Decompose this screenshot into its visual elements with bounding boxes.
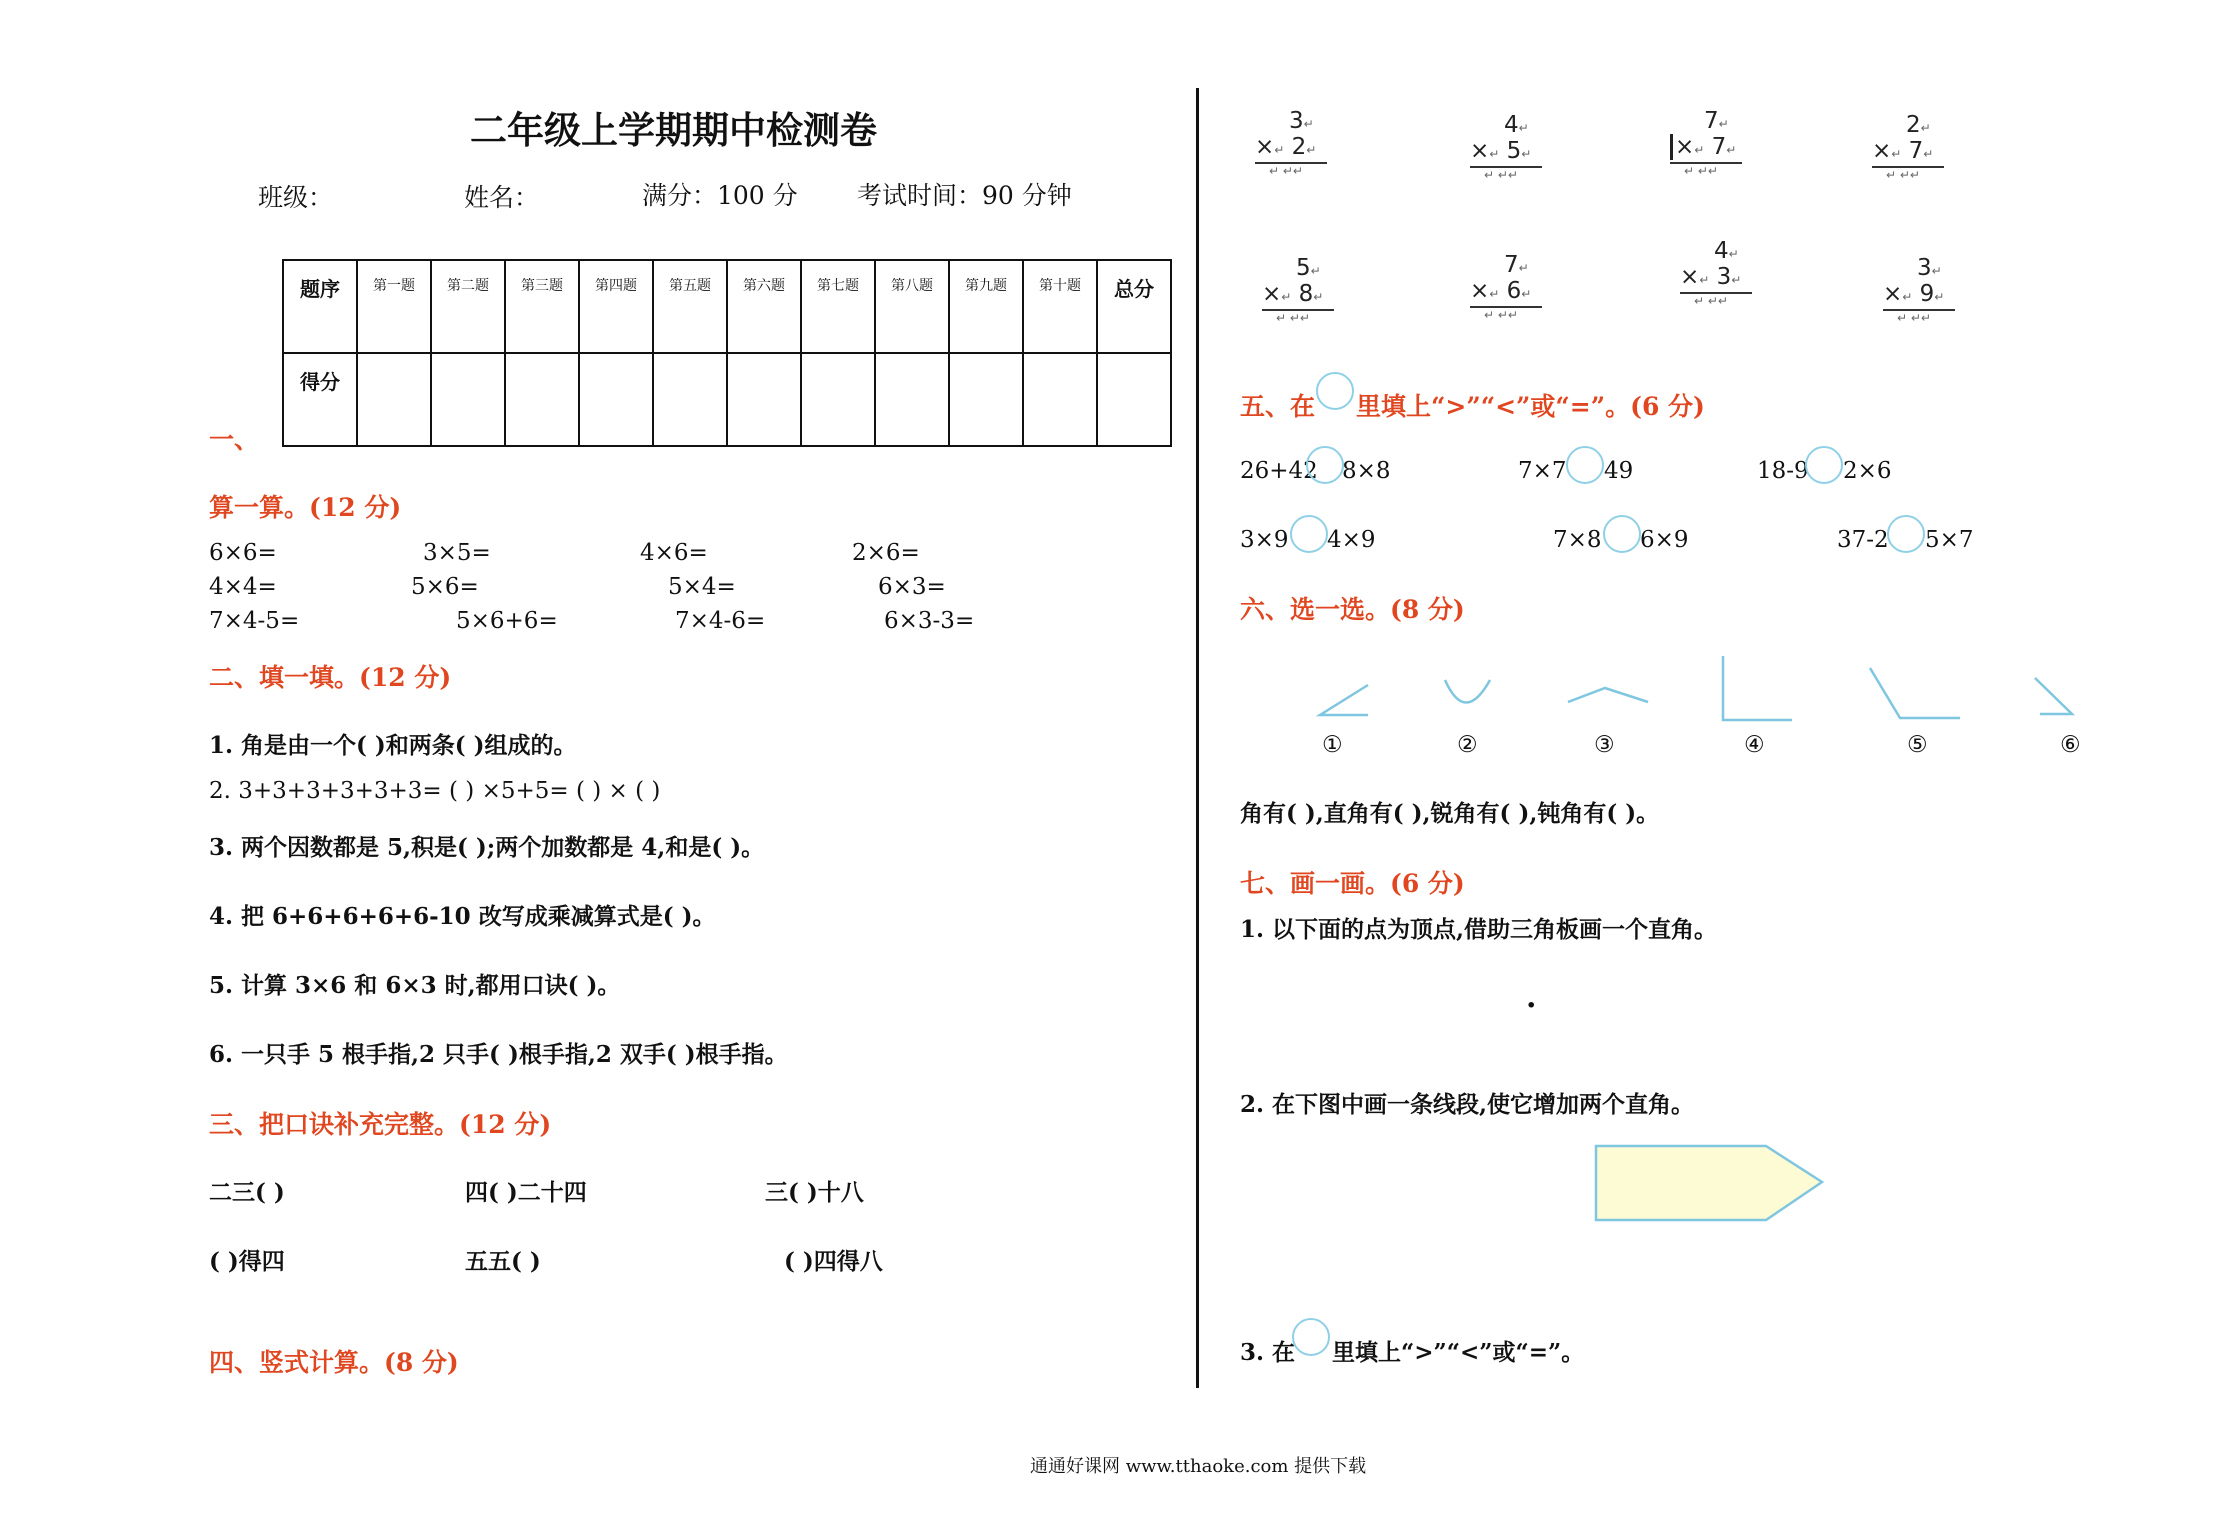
table-cell: 第十题 [1023, 260, 1097, 353]
section1-title: 算一算。(12 分) [209, 493, 402, 522]
table-cell: 得分 [283, 353, 357, 446]
return-mark: ↵ [1521, 287, 1532, 301]
table-cell: 第三题 [505, 260, 579, 353]
calc-item: 6×6= [209, 540, 277, 566]
times-sign: × [1470, 138, 1490, 164]
section2-title: 二、填一填。(12 分) [209, 663, 452, 692]
table-cell: 题序 [283, 260, 357, 353]
times-sign: × [1675, 134, 1695, 160]
vertical-problem [1670, 108, 1742, 178]
return-marks: ↵ ↵↵ [1694, 294, 1728, 308]
calc-item: 4×4= [209, 574, 277, 600]
compare-right: 6×9 [1640, 527, 1689, 553]
return-mark: ↵ [1718, 117, 1729, 131]
vertical-problem [1470, 252, 1542, 322]
table-cell: 第四题 [579, 260, 653, 353]
return-mark: ↵ [1306, 143, 1317, 157]
table-cell: 第五题 [653, 260, 727, 353]
score-input-cell[interactable] [431, 353, 505, 446]
score-input-cell[interactable] [727, 353, 801, 446]
compare-circle[interactable] [1805, 446, 1843, 484]
times-sign: × [1680, 264, 1700, 290]
calc-item: 6×3-3= [884, 608, 975, 634]
calc-item: 7×4-5= [209, 608, 300, 634]
vertical-operand-b: 8 [1298, 281, 1314, 307]
angle-label: ③ [1594, 732, 1615, 758]
return-marks: ↵ ↵↵ [1484, 308, 1518, 322]
calc-item: 4×6= [640, 540, 708, 566]
fill-question-6: 6. 一只手 5 根手指,2 只手( )根手指,2 双手( )根手指。 [209, 1041, 788, 1068]
vertical-operand-b: 7 [1711, 134, 1727, 160]
times-sign: × [1262, 281, 1282, 307]
score-input-cell[interactable] [801, 353, 875, 446]
return-mark: ↵ [1920, 121, 1931, 135]
return-mark: ↵ [1694, 143, 1705, 157]
score-input-cell[interactable] [949, 353, 1023, 446]
score-input-cell[interactable] [357, 353, 431, 446]
angle-figures [1300, 650, 2180, 760]
vertical-operand-b: 7 [1908, 138, 1924, 164]
vertical-problem [1872, 112, 1944, 182]
score-table [282, 259, 1172, 447]
return-mark: ↵ [1902, 290, 1913, 304]
return-mark: ↵ [1281, 290, 1292, 304]
compare-left: 7×8 [1553, 527, 1602, 553]
return-mark: ↵ [1313, 290, 1324, 304]
table-cell: 第七题 [801, 260, 875, 353]
score-input-cell[interactable] [1097, 353, 1171, 446]
compare-left: 37-2 [1837, 527, 1889, 553]
compare-right: 5×7 [1925, 527, 1974, 553]
draw-question-2: 2. 在下图中画一条线段,使它增加两个直角。 [1240, 1091, 1695, 1118]
rhyme-item: 四( )二十四 [465, 1179, 587, 1206]
fill-question-4: 4. 把 6+6+6+6+6-10 改写成乘减算式是( )。 [209, 903, 716, 930]
return-marks: ↵ ↵↵ [1684, 164, 1718, 178]
return-mark: ↵ [1891, 147, 1902, 161]
draw-question-3-b: 里填上“>”“<”或“=”。 [1332, 1339, 1585, 1366]
angle-label: ② [1457, 732, 1478, 758]
angle-figure-6 [2035, 678, 2072, 714]
rhyme-item: 二三( ) [209, 1179, 285, 1206]
return-marks: ↵ ↵↵ [1484, 168, 1518, 182]
calc-item: 5×6+6= [456, 608, 558, 634]
return-mark: ↵ [1726, 143, 1737, 157]
angle-figure-3 [1568, 688, 1648, 702]
compare-right: 49 [1604, 458, 1634, 484]
vertical-operand-a: 5 [1296, 255, 1311, 281]
vertical-operand-a: 2 [1906, 112, 1921, 138]
calc-item: 5×6= [411, 574, 479, 600]
score-input-cell[interactable] [1023, 353, 1097, 446]
fill-question-1: 1. 角是由一个( )和两条( )组成的。 [209, 732, 577, 759]
return-mark: ↵ [1518, 261, 1529, 275]
class-label: 班级： [258, 183, 334, 212]
table-cell: 第六题 [727, 260, 801, 353]
score-table-header-row [283, 260, 1171, 353]
compare-right: 2×6 [1843, 458, 1892, 484]
section1-marker: 一、 [209, 425, 260, 454]
score-table-score-row [283, 353, 1171, 446]
compare-left: 7×7 [1518, 458, 1567, 484]
compare-circle[interactable] [1306, 446, 1344, 484]
angle-label: ⑥ [2060, 732, 2081, 758]
return-marks: ↵ ↵↵ [1886, 168, 1920, 182]
compare-left: 26+42 [1240, 458, 1318, 484]
vertical-operand-a: 3 [1917, 255, 1932, 281]
angle-answer: 角有( ),直角有( ),锐角有( ),钝角有( )。 [1240, 800, 1660, 827]
table-cell: 第八题 [875, 260, 949, 353]
vertical-operand-a: 4 [1714, 238, 1729, 264]
vertical-operand-b: 9 [1919, 281, 1935, 307]
compare-circle[interactable] [1290, 515, 1328, 553]
return-mark: ↵ [1934, 290, 1945, 304]
return-mark: ↵ [1731, 273, 1742, 287]
angle-label: ① [1322, 732, 1343, 758]
vertical-operand-b: 5 [1506, 138, 1522, 164]
section4-title: 四、竖式计算。(8 分) [209, 1348, 459, 1377]
pentagon-shape [1594, 1144, 1834, 1224]
times-sign: × [1470, 278, 1490, 304]
section5-title-b: 里填上“>”“<”或“=”。(6 分) [1356, 392, 1705, 421]
return-mark: ↵ [1303, 117, 1314, 131]
vertical-problem [1680, 238, 1752, 308]
column-divider [1196, 88, 1199, 1388]
return-mark: ↵ [1521, 147, 1532, 161]
fill-question-5: 5. 计算 3×6 和 6×3 时,都用口诀( )。 [209, 972, 621, 999]
vertical-operand-b: 6 [1506, 278, 1522, 304]
vertical-operand-a: 7 [1504, 252, 1519, 278]
draw-question-1: 1. 以下面的点为顶点,借助三角板画一个直角。 [1240, 916, 1718, 943]
return-mark: ↵ [1274, 143, 1285, 157]
return-marks: ↵ ↵↵ [1276, 311, 1310, 325]
compare-circle[interactable] [1887, 515, 1925, 553]
angle-figure-4 [1723, 656, 1792, 720]
angle-label: ④ [1744, 732, 1765, 758]
compare-right: 8×8 [1342, 458, 1391, 484]
return-mark: ↵ [1699, 273, 1710, 287]
return-mark: ↵ [1931, 264, 1942, 278]
vertical-problem [1883, 255, 1955, 325]
table-cell: 第九题 [949, 260, 1023, 353]
compare-left: 3×9 [1240, 527, 1289, 553]
return-mark: ↵ [1310, 264, 1321, 278]
draw-question-3-a: 3. 在 [1240, 1339, 1296, 1366]
vertical-problem [1470, 112, 1542, 182]
calc-item: 2×6= [852, 540, 920, 566]
section5-title-a: 五、在 [1240, 392, 1316, 421]
rhyme-item: ( )四得八 [784, 1248, 883, 1275]
compare-circle [1292, 1318, 1330, 1356]
vertical-operand-a: 7 [1704, 108, 1719, 134]
times-sign: × [1883, 281, 1903, 307]
vertex-dot: · [1526, 988, 1537, 1023]
score-input-cell[interactable] [653, 353, 727, 446]
compare-circle[interactable] [1566, 446, 1604, 484]
rhyme-item: 五五( ) [465, 1248, 541, 1275]
return-mark: ↵ [1489, 147, 1500, 161]
rhyme-item: ( )得四 [209, 1248, 285, 1275]
vertical-problem [1255, 108, 1327, 178]
vertical-operand-b: 2 [1291, 134, 1307, 160]
angle-label: ⑤ [1907, 732, 1928, 758]
section7-title: 七、画一画。(6 分) [1240, 869, 1465, 898]
calc-item: 7×4-6= [675, 608, 766, 634]
return-mark: ↵ [1923, 147, 1934, 161]
return-marks: ↵ ↵↵ [1269, 164, 1303, 178]
table-cell: 第一题 [357, 260, 431, 353]
name-label: 姓名： [464, 183, 540, 212]
score-input-cell[interactable] [505, 353, 579, 446]
compare-circle [1316, 372, 1354, 410]
angle-figure-2 [1445, 680, 1490, 703]
vertical-operand-a: 3 [1289, 108, 1304, 134]
compare-left: 18-9 [1757, 458, 1809, 484]
vertical-operand-b: 3 [1716, 264, 1732, 290]
vertical-operand-a: 4 [1504, 112, 1519, 138]
calc-item: 6×3= [878, 574, 946, 600]
calc-item: 5×4= [668, 574, 736, 600]
return-mark: ↵ [1728, 247, 1739, 261]
return-mark: ↵ [1518, 121, 1529, 135]
return-marks: ↵ ↵↵ [1897, 311, 1931, 325]
table-cell: 总分 [1097, 260, 1171, 353]
section6-title: 六、选一选。(8 分) [1240, 595, 1465, 624]
angle-figure-1 [1320, 685, 1368, 715]
vertical-problem [1262, 255, 1334, 325]
times-sign: × [1872, 138, 1892, 164]
calc-item: 3×5= [423, 540, 491, 566]
compare-circle[interactable] [1603, 515, 1641, 553]
compare-right: 4×9 [1327, 527, 1376, 553]
fill-question-3: 3. 两个因数都是 5,积是( );两个加数都是 4,和是( )。 [209, 834, 765, 861]
exam-time: 考试时间：90 分钟 [857, 181, 1072, 210]
times-sign: × [1255, 134, 1275, 160]
page-title: 二年级上学期期中检测卷 [470, 109, 877, 152]
rhyme-item: 三( )十八 [765, 1179, 864, 1206]
table-cell: 第二题 [431, 260, 505, 353]
score-input-cell[interactable] [579, 353, 653, 446]
section3-title: 三、把口诀补充完整。(12 分) [209, 1110, 552, 1139]
angle-figure-5 [1870, 668, 1960, 718]
fill-question-2: 2. 3+3+3+3+3+3= ( ) ×5+5= ( ) × ( ) [209, 778, 661, 804]
full-score: 满分：100 分 [642, 181, 798, 210]
score-input-cell[interactable] [875, 353, 949, 446]
return-mark: ↵ [1489, 287, 1500, 301]
footer-source: 通通好课网 www.tthaoke.com 提供下载 [1030, 1456, 1367, 1477]
